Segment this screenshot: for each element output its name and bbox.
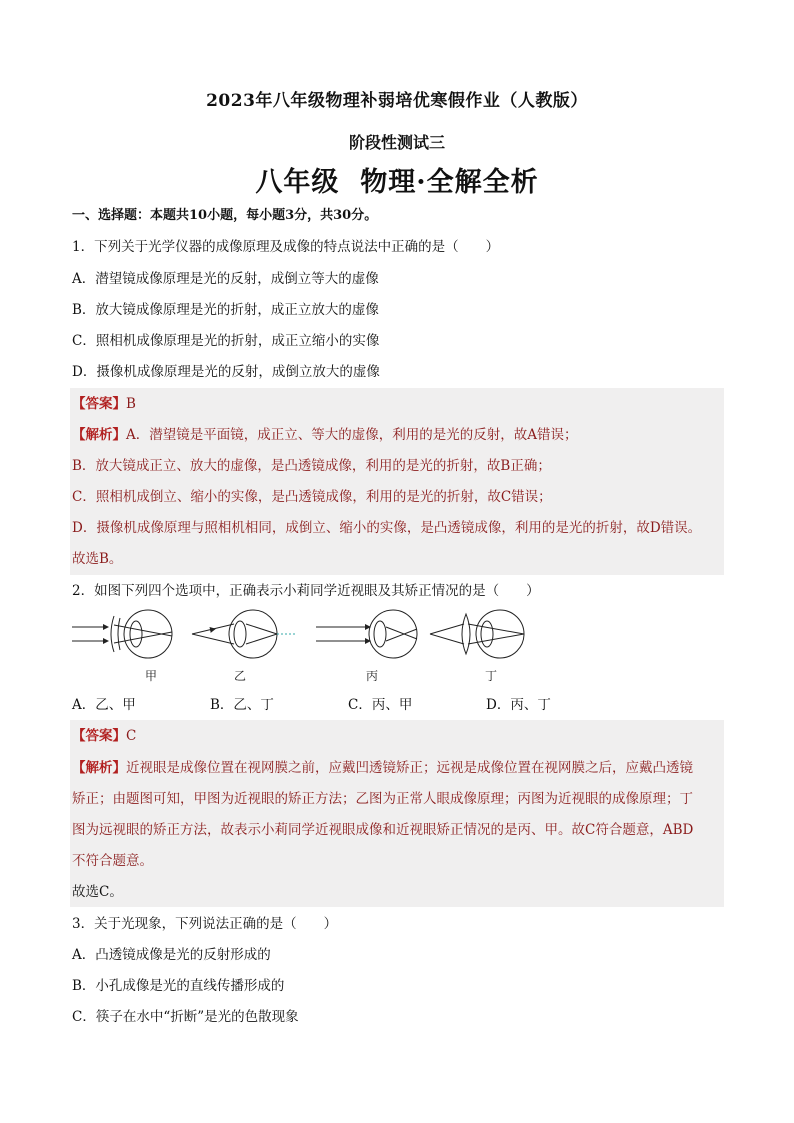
q2-stem: 2．如图下列四个选项中，正确表示小莉同学近视眼及其矫正情况的是（ ） — [72, 583, 540, 599]
eye-diagram-bing — [316, 610, 417, 658]
q2-conclusion: 故选C。 — [72, 884, 123, 900]
q1-stem: 1．下列关于光学仪器的成像原理及成像的特点说法中正确的是（ ） — [72, 239, 500, 255]
q1-option-d: D．摄像机成像原理是光的反射，成倒立放大的虚像 — [72, 364, 380, 380]
q2-analysis-2: 矫正；由题图可知，甲图为近视眼的矫正方法；乙图为正常人眼成像原理；丙图为近视眼的成像原理；丁 — [72, 791, 693, 807]
q3-stem: 3．关于光现象，下列说法正确的是（ ） — [72, 916, 338, 932]
analysis-text: A．潜望镜是平面镜，成正立、等大的虚像，利用的是光的反射，故A错误； — [126, 427, 578, 443]
answer-value: B — [126, 396, 136, 412]
q2-option-b: B．乙、丁 — [210, 697, 274, 713]
q2-options — [72, 694, 551, 716]
document-subtitle: 阶段性测试三 — [348, 133, 445, 152]
q3-option-b: B．小孔成像是光的直线传播形成的 — [72, 978, 285, 994]
figure-label-ding: 丁 — [485, 669, 498, 683]
answer-label: 【答案】 — [72, 396, 126, 412]
section-heading: 一、选择题：本题共10小题，每小题3分，共30分。 — [72, 208, 378, 223]
figure-label-jia: 甲 — [145, 669, 158, 683]
q2-answer — [72, 725, 136, 747]
q2-analysis-1 — [72, 757, 693, 779]
figure-label-yi: 乙 — [234, 669, 247, 683]
q1-option-b: B．放大镜成像原理是光的折射，成正立放大的虚像 — [72, 302, 379, 318]
q1-option-c: C．照相机成像原理是光的折射，成正立缩小的实像 — [72, 333, 380, 349]
q2-option-c: C．丙、甲 — [348, 697, 413, 713]
q1-analysis-2: B．放大镜成正立、放大的虚像，是凸透镜成像，利用的是光的折射，故B正确； — [72, 458, 551, 474]
q3-option-c: C．筷子在水中“折断”是光的色散现象 — [72, 1009, 299, 1025]
q1-answer — [72, 393, 136, 415]
analysis-label: 【解析】 — [72, 427, 126, 443]
q2-analysis-4: 不符合题意。 — [72, 853, 153, 869]
q2-analysis-3: 图为远视眼的矫正方法，故表示小莉同学近视眼成像和近视眼矫正情况的是丙、甲。故C符合题意，ABD — [72, 822, 694, 838]
q1-analysis-4: D．摄像机成像原理与照相机相同，成倒立、缩小的实像，是凸透镜成像，利用的是光的折射，故D错误。 — [72, 520, 702, 536]
analysis-text: 近视眼是成像位置在视网膜之前，应戴凹透镜矫正；远视是成像位置在视网膜之后，应戴凸透镜 — [126, 760, 693, 776]
q2-figure — [70, 604, 540, 690]
q1-analysis-1 — [72, 424, 578, 446]
q1-answer-box — [70, 388, 724, 575]
q1-conclusion: 故选B。 — [72, 551, 123, 567]
q3-option-a: A．凸透镜成像是光的反射形成的 — [72, 947, 271, 963]
eye-diagram-ding — [430, 610, 524, 658]
q2-option-d: D．丙、丁 — [486, 697, 551, 713]
figure-label-bing: 丙 — [366, 669, 379, 683]
eye-diagram-yi — [192, 610, 296, 658]
q1-option-a: A．潜望镜成像原理是光的反射，成倒立等大的虚像 — [72, 271, 379, 287]
q1-analysis-3: C．照相机成倒立、缩小的实像，是凸透镜成像，利用的是光的折射，故C错误； — [72, 489, 552, 505]
q2-answer-box — [70, 720, 724, 907]
answer-value: C — [126, 728, 137, 744]
document-main-title: 八年级 物理·全解全析 — [255, 167, 539, 198]
q2-option-a: A．乙、甲 — [72, 697, 136, 713]
analysis-label: 【解析】 — [72, 760, 126, 776]
answer-label: 【答案】 — [72, 728, 126, 744]
document-title: 2023年八年级物理补弱培优寒假作业（人教版） — [206, 91, 588, 111]
eye-diagram-jia — [72, 610, 172, 658]
